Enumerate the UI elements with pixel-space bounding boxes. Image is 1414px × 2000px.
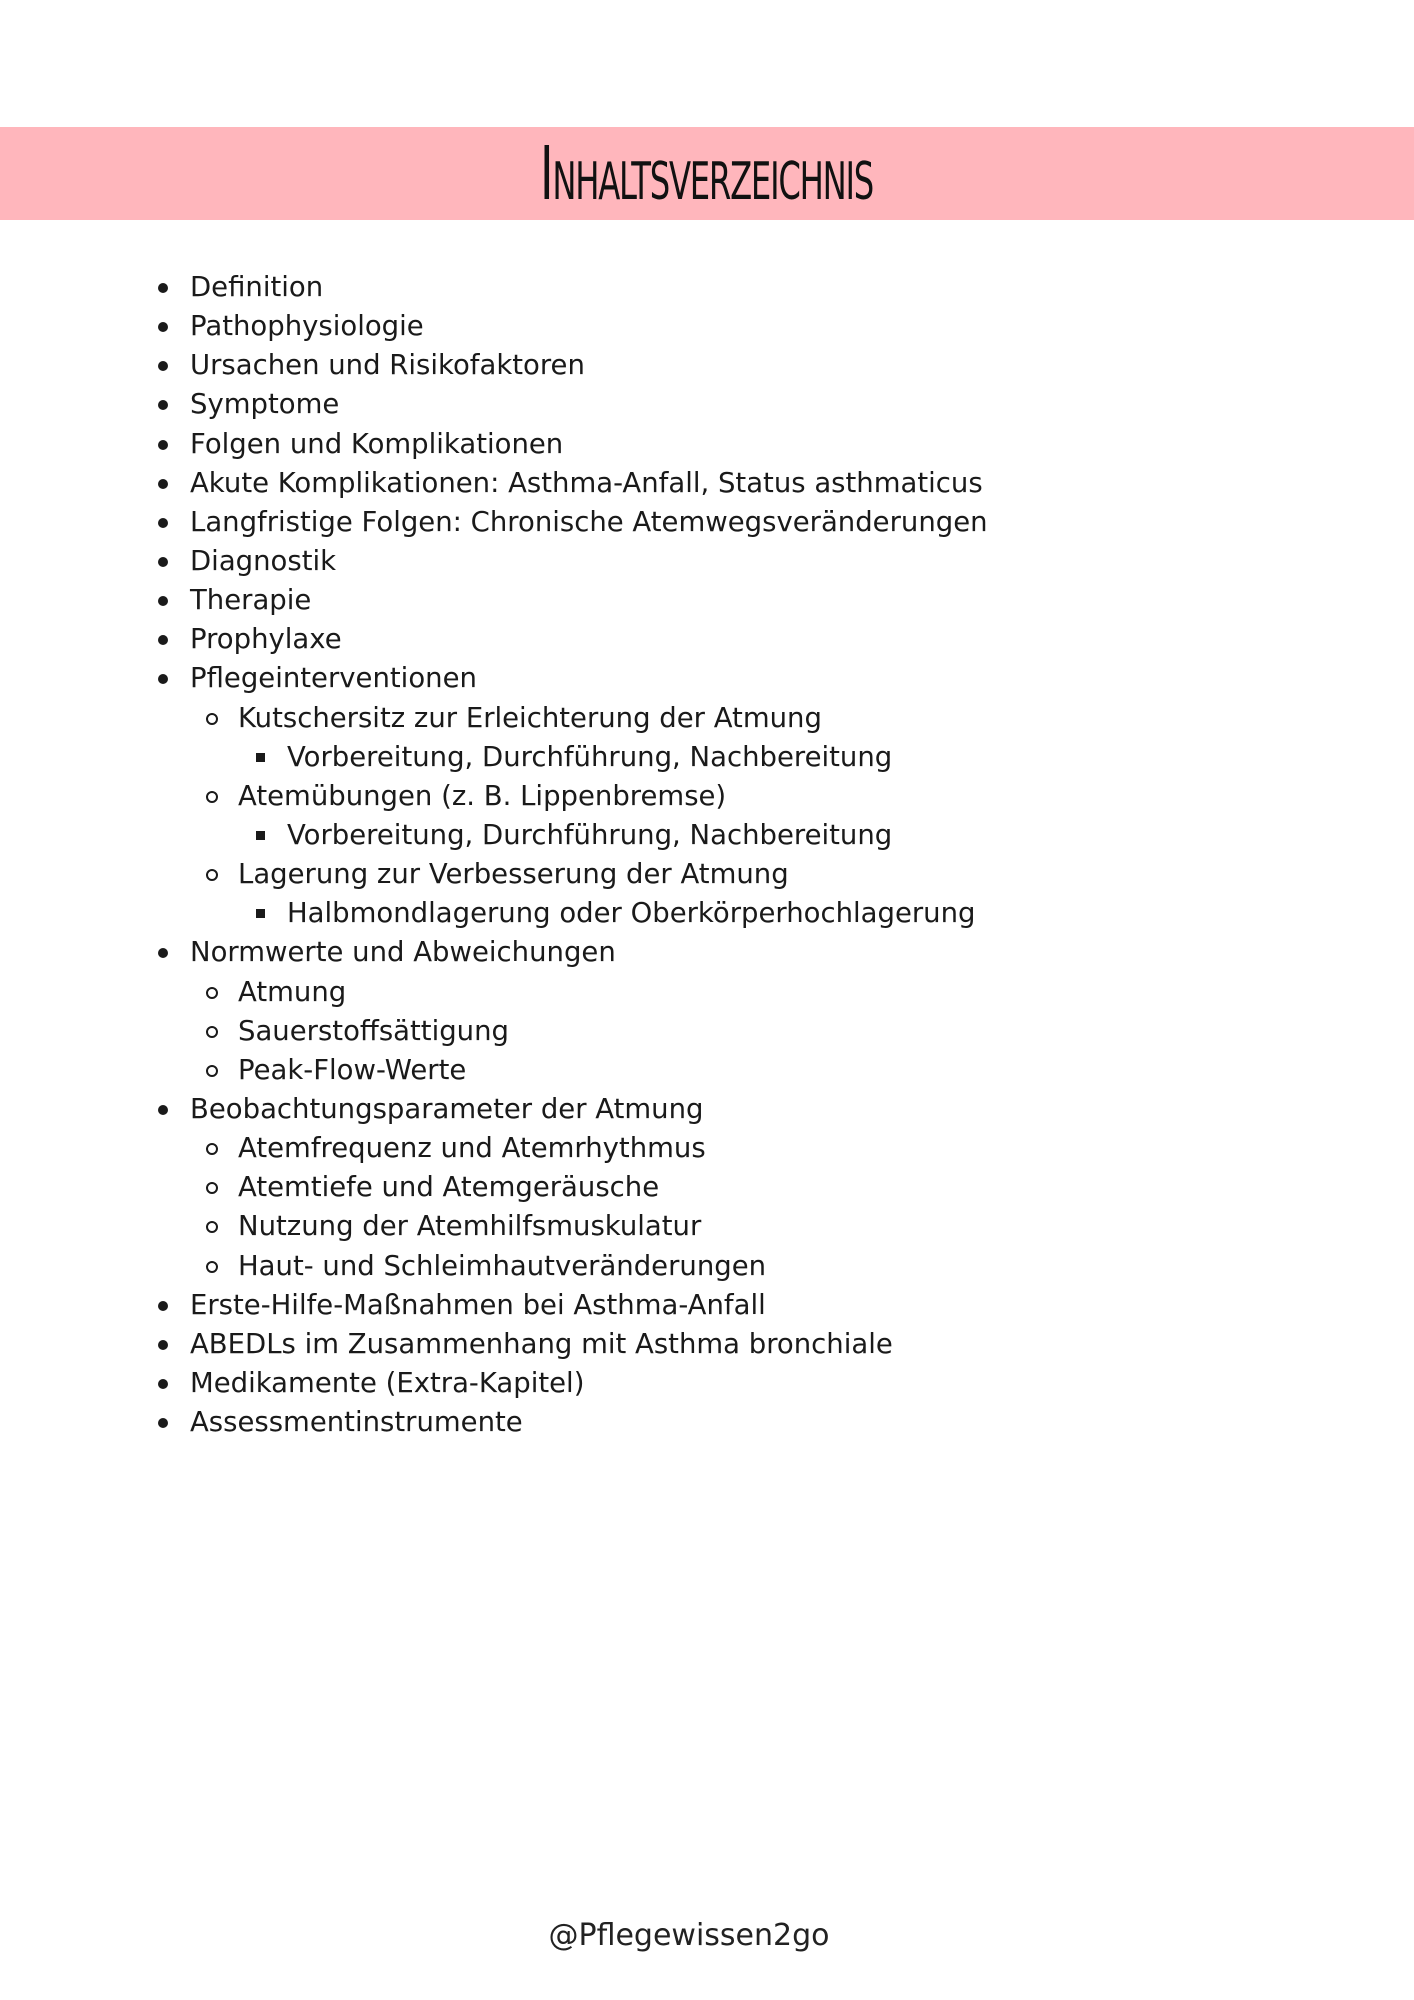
toc-item-level-3 [0, 816, 1414, 855]
toc-item-level-2 [0, 1051, 1414, 1090]
toc-item-level-2 [0, 973, 1414, 1012]
toc-item-level-1 [0, 346, 1414, 385]
bullet-circle-icon [206, 713, 218, 725]
toc-item-text: ABEDLs im Zusammenhang mit Asthma bronchiale [190, 1327, 893, 1360]
toc-item-text: Atemtiefe und Atemgeräusche [238, 1171, 660, 1204]
bullet-circle-icon [206, 1026, 218, 1038]
toc-item-text: Atemfrequenz und Atemrhythmus [238, 1132, 706, 1165]
toc-item-level-2 [0, 1207, 1414, 1246]
bullet-circle-icon [206, 791, 218, 803]
toc-item-level-1 [0, 425, 1414, 464]
bullet-disc-icon [158, 479, 168, 489]
toc-item-text: Pflegeinterventionen [190, 662, 477, 695]
toc-item-text: Sauerstoffsättigung [238, 1014, 509, 1047]
toc-item-level-1 [0, 464, 1414, 503]
toc-item-text: Vorbereitung, Durchführung, Nachbereitung [287, 818, 893, 851]
toc-item-text: Halbmondlagerung oder Oberkörperhochlagerung [287, 897, 976, 930]
toc-item-level-3 [0, 894, 1414, 933]
toc-item-text: Nutzung der Atemhilfsmuskulatur [238, 1210, 702, 1243]
table-of-contents [0, 268, 1414, 1442]
toc-item-text: Kutschersitz zur Erleichterung der Atmung [238, 701, 822, 734]
bullet-disc-icon [158, 1379, 168, 1389]
bullet-square-icon [256, 831, 265, 840]
toc-item-level-1 [0, 1325, 1414, 1364]
toc-item-text: Atmung [238, 975, 347, 1008]
bullet-square-icon [256, 753, 265, 762]
toc-item-text: Prophylaxe [190, 623, 342, 656]
bullet-disc-icon [158, 322, 168, 332]
toc-item-text: Assessmentinstrumente [190, 1406, 523, 1439]
toc-item-text: Definition [190, 271, 324, 303]
bullet-disc-icon [158, 440, 168, 450]
footer-handle: @Pflegewissen2go [548, 1918, 830, 1953]
bullet-disc-icon [158, 1418, 168, 1428]
bullet-disc-icon [158, 596, 168, 606]
bullet-square-icon [256, 909, 265, 918]
toc-item-text: Diagnostik [190, 544, 337, 577]
bullet-disc-icon [158, 1105, 168, 1115]
toc-item-level-1 [0, 1286, 1414, 1325]
bullet-disc-icon [158, 361, 168, 371]
toc-item-text: Therapie [190, 584, 312, 617]
toc-item-level-3 [0, 738, 1414, 777]
toc-item-level-1 [0, 268, 1414, 307]
toc-item-level-1 [0, 1403, 1414, 1442]
toc-item-level-2 [0, 1129, 1414, 1168]
bullet-disc-icon [158, 1301, 168, 1311]
bullet-disc-icon [158, 635, 168, 645]
bullet-disc-icon [158, 518, 168, 528]
bullet-disc-icon [158, 400, 168, 410]
bullet-circle-icon [206, 1261, 218, 1273]
toc-item-level-2 [0, 699, 1414, 738]
toc-item-level-1 [0, 620, 1414, 659]
bullet-disc-icon [158, 674, 168, 684]
toc-item-text: Atemübungen (z. B. Lippenbremse) [238, 779, 727, 812]
toc-item-text: Langfristige Folgen: Chronische Atemwegsveränderungen [190, 505, 988, 538]
toc-item-text: Lagerung zur Verbesserung der Atmung [238, 858, 789, 891]
toc-item-level-1 [0, 1364, 1414, 1403]
bullet-circle-icon [206, 869, 218, 881]
toc-item-level-1 [0, 659, 1414, 698]
bullet-circle-icon [206, 1221, 218, 1233]
toc-item-text: Normwerte und Abweichungen [190, 936, 616, 969]
toc-item-level-2 [0, 1168, 1414, 1207]
toc-item-text: Haut- und Schleimhautveränderungen [238, 1249, 767, 1282]
toc-item-level-1 [0, 385, 1414, 424]
bullet-disc-icon [158, 557, 168, 567]
bullet-circle-icon [206, 987, 218, 999]
toc-item-text: Vorbereitung, Durchführung, Nachbereitung [287, 740, 893, 773]
page-title: Inhaltsverzeichnis [540, 130, 874, 217]
toc-item-text: Beobachtungsparameter der Atmung [190, 1092, 704, 1125]
toc-item-text: Akute Komplikationen: Asthma-Anfall, Status asthmaticus [190, 466, 983, 499]
toc-item-level-2 [0, 777, 1414, 816]
toc-item-text: Folgen und Komplikationen [190, 427, 564, 460]
bullet-circle-icon [206, 1182, 218, 1194]
toc-item-level-1 [0, 542, 1414, 581]
toc-item-level-1 [0, 581, 1414, 620]
toc-item-level-2 [0, 855, 1414, 894]
bullet-disc-icon [158, 948, 168, 958]
toc-item-text: Erste-Hilfe-Maßnahmen bei Asthma-Anfall [190, 1288, 766, 1321]
bullet-disc-icon [158, 1340, 168, 1350]
toc-item-text: Ursachen und Risikofaktoren [190, 349, 585, 382]
bullet-circle-icon [206, 1143, 218, 1155]
toc-item-level-1 [0, 307, 1414, 346]
title-band [0, 127, 1414, 220]
bullet-disc-icon [158, 283, 168, 293]
toc-item-level-2 [0, 1012, 1414, 1051]
toc-item-level-1 [0, 503, 1414, 542]
toc-item-level-1 [0, 1090, 1414, 1129]
toc-item-text: Peak-Flow-Werte [238, 1053, 467, 1086]
toc-item-text: Pathophysiologie [190, 310, 424, 343]
toc-item-level-2 [0, 1247, 1414, 1286]
toc-item-level-1 [0, 933, 1414, 972]
toc-item-text: Medikamente (Extra-Kapitel) [190, 1366, 585, 1399]
bullet-circle-icon [206, 1065, 218, 1077]
toc-item-text: Symptome [190, 388, 340, 421]
